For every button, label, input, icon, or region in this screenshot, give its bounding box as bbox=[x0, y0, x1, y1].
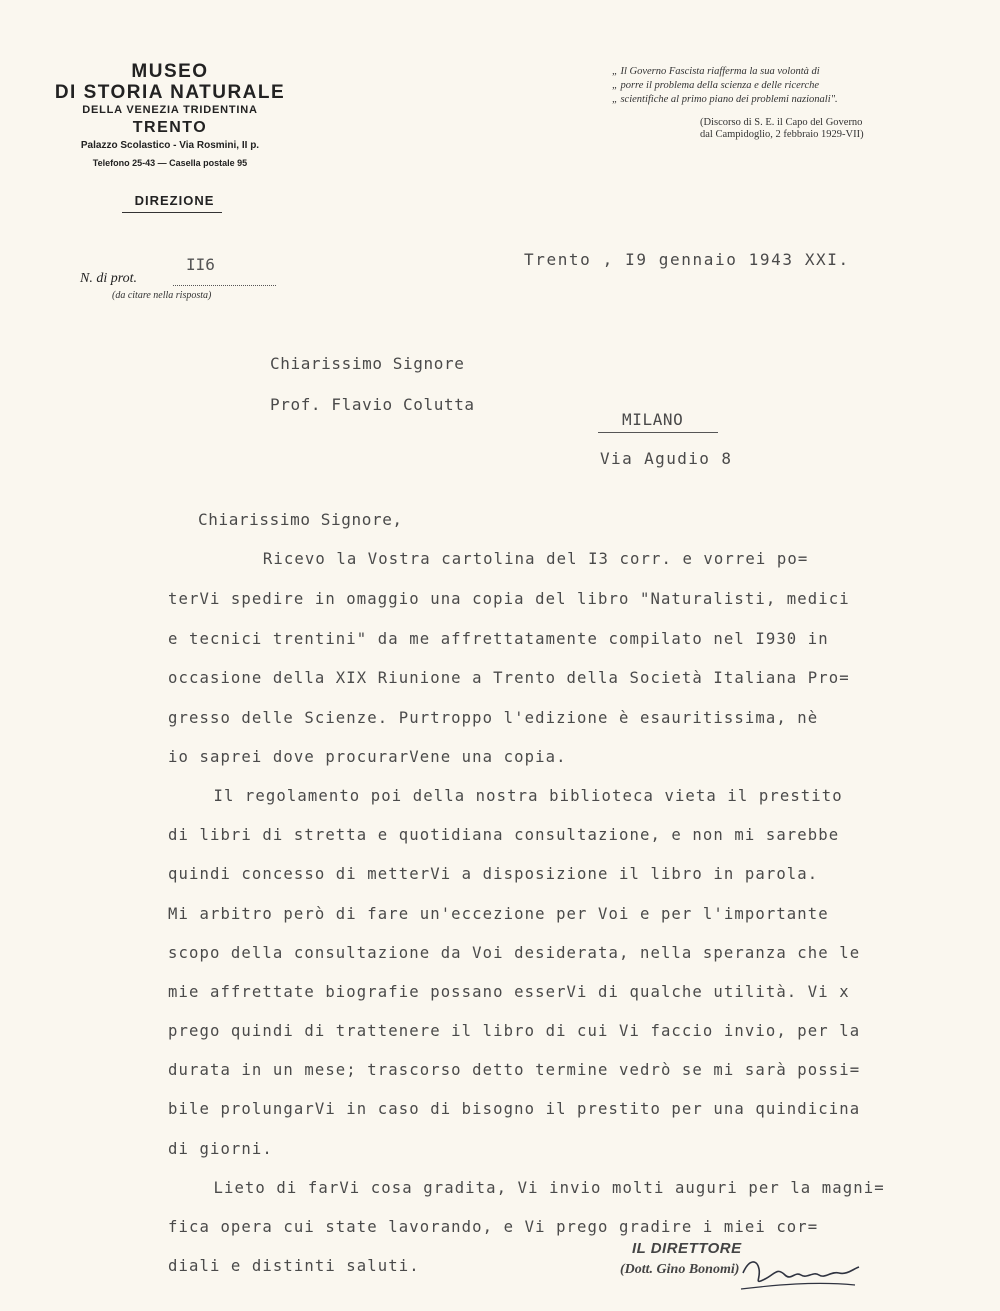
body-line: prego quindi di trattenere il libro di cui Vi faccio invio, per la bbox=[168, 1022, 861, 1040]
quote-source-line: dal Campidoglio, 2 febbraio 1929-VII) bbox=[700, 129, 864, 140]
letterhead-trento: TRENTO bbox=[132, 119, 208, 136]
letterhead-venezia-tridentina: DELLA VENEZIA TRIDENTINA bbox=[82, 104, 258, 116]
letterhead-department: DIREZIONE bbox=[134, 193, 215, 208]
quote-source bbox=[700, 117, 930, 141]
letter-date: Trento , I9 gennaio 1943 XXI. bbox=[524, 250, 850, 269]
handwritten-signature bbox=[735, 1245, 865, 1295]
recipient-greeting: Chiarissimo Signore bbox=[270, 354, 465, 373]
letterhead-storia-naturale: DI STORIA NATURALE bbox=[54, 82, 286, 103]
body-line: di libri di stretta e quotidiana consultazione, e non mi sarebbe bbox=[168, 826, 840, 844]
protocol-dotted-line bbox=[173, 285, 276, 286]
body-line: Ricevo la Vostra cartolina del I3 corr. e vorrei po= bbox=[200, 550, 809, 568]
body-line: io saprei dove procurarVene una copia. bbox=[168, 748, 567, 766]
body-line: gresso delle Scienze. Purtroppo l'edizione è esauritissima, nè bbox=[168, 709, 819, 727]
quote-line: „ porre il problema della scienza e delle ricerche bbox=[612, 80, 820, 91]
quote-line: „ scientifiche al primo piano dei problemi nazionali". bbox=[612, 94, 838, 105]
body-line: di giorni. bbox=[168, 1140, 273, 1158]
body-line: Il regolamento poi della nostra biblioteca vieta il prestito bbox=[182, 787, 843, 805]
recipient-street: Via Agudio 8 bbox=[600, 449, 733, 468]
body-line: quindi concesso di metterVi a disposizione il libro in parola. bbox=[168, 865, 819, 883]
body-line: e tecnici trentini" da me affrettatamente compilato nel I930 in bbox=[168, 630, 829, 648]
protocol-number: II6 bbox=[186, 255, 215, 274]
body-line: fica opera cui state lavorando, e Vi prego gradire i miei cor= bbox=[168, 1218, 819, 1236]
body-line: bile prolungarVi in caso di bisogno il prestito per una quindicina bbox=[168, 1100, 861, 1118]
letterhead-museo: MUSEO bbox=[131, 61, 209, 82]
department-underline bbox=[122, 212, 222, 213]
recipient-name: Prof. Flavio Colutta bbox=[270, 395, 475, 414]
body-line: diali e distinti saluti. bbox=[168, 1257, 420, 1275]
recipient-city: MILANO bbox=[622, 410, 684, 429]
quote-source-line: (Discorso di S. E. il Capo del Governo bbox=[700, 117, 863, 128]
letter-salutation: Chiarissimo Signore, bbox=[198, 510, 403, 529]
signature-stamp-name: (Dott. Gino Bonomi) bbox=[620, 1262, 740, 1277]
letterhead-contacts: Telefono 25-43 — Casella postale 95 bbox=[92, 158, 248, 168]
recipient-city-underline bbox=[598, 432, 718, 433]
quote-line: „ Il Governo Fascista riafferma la sua volontà di bbox=[612, 66, 820, 77]
letterhead-address: Palazzo Scolastico - Via Rosmini, II p. bbox=[80, 140, 260, 151]
body-line: terVi spedire in omaggio una copia del libro "Naturalisti, medici bbox=[168, 590, 850, 608]
body-line: scopo della consultazione da Voi desiderata, nella speranza che le bbox=[168, 944, 861, 962]
body-line: Mi arbitro però di fare un'eccezione per Voi e per l'importante bbox=[168, 905, 829, 923]
body-line: mie affrettate biografie possano esserVi di qualche utilità. Vi x bbox=[168, 983, 850, 1001]
header-quote bbox=[612, 65, 922, 107]
protocol-label: N. di prot. bbox=[80, 271, 138, 286]
protocol-note: (da citare nella risposta) bbox=[112, 290, 212, 301]
body-line: occasione della XIX Riunione a Trento della Società Italiana Pro= bbox=[168, 669, 850, 687]
body-line: durata in un mese; trascorso detto termine vedrò se mi sarà possi= bbox=[168, 1061, 861, 1079]
signature-stamp-title: IL DIRETTORE bbox=[632, 1240, 742, 1257]
body-line: Lieto di farVi cosa gradita, Vi invio molti auguri per la magni= bbox=[182, 1179, 885, 1197]
